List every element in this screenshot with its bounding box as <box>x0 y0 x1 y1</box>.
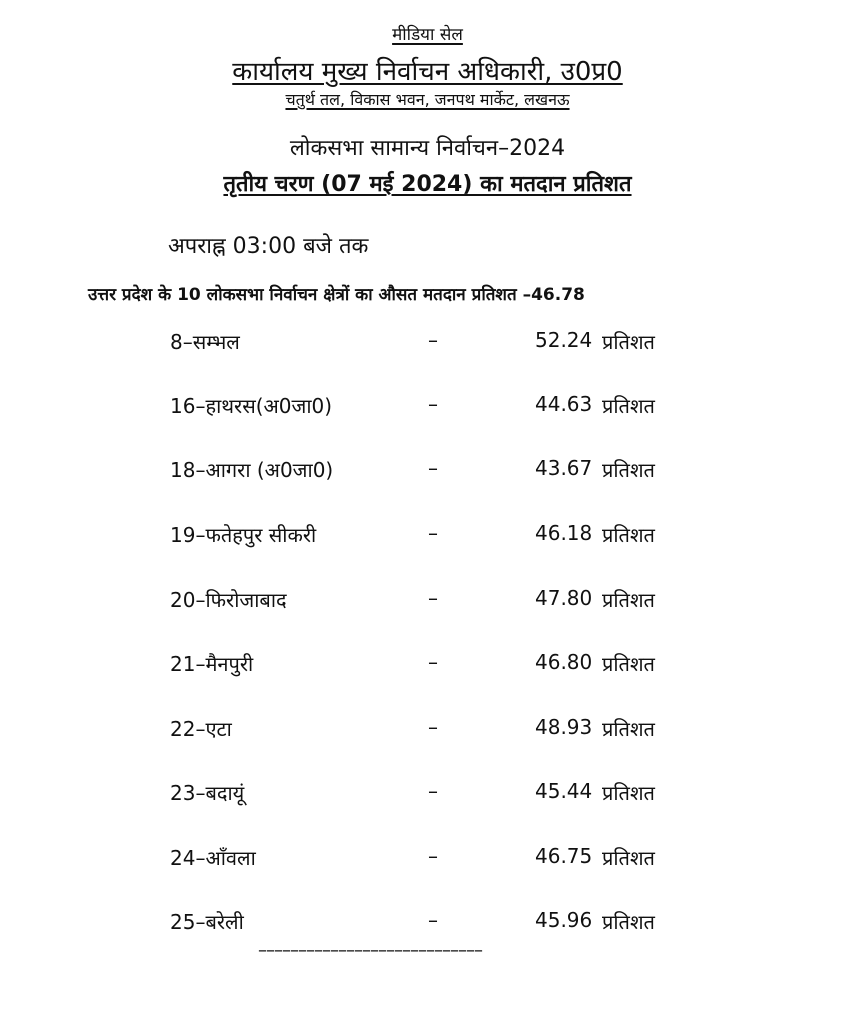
separator-dash: – <box>428 844 438 868</box>
constituency-row <box>0 521 855 561</box>
office-address-text: चतुर्थ तल, विकास भवन, जनपथ मार्केट, लखनऊ <box>285 90 570 109</box>
percent-unit: प्रतिशत <box>602 910 655 934</box>
phase-title-text: तृतीय चरण (07 मई 2024) का मतदान प्रतिशत <box>223 172 632 197</box>
media-cell-heading <box>0 22 855 45</box>
percent-unit: प्रतिशत <box>602 846 655 870</box>
separator-dash: – <box>428 521 438 545</box>
turnout-percent: 45.44 <box>535 779 593 803</box>
constituency-row <box>0 586 855 626</box>
phase-title <box>0 168 855 198</box>
turnout-percent: 43.67 <box>535 456 593 480</box>
separator-dash: – <box>428 908 438 932</box>
constituency-row <box>0 392 855 432</box>
percent-unit: प्रतिशत <box>602 781 655 805</box>
election-title-text: लोकसभा सामान्य निर्वाचन–2024 <box>289 136 566 161</box>
turnout-percent: 46.75 <box>535 844 593 868</box>
percent-unit: प्रतिशत <box>602 330 655 354</box>
constituency-name: 23–बदायूं <box>170 781 245 805</box>
constituency-name: 19–फतेहपुर सीकरी <box>170 523 317 547</box>
turnout-percent: 46.80 <box>535 650 593 674</box>
state-average-line: उत्तर प्रदेश के 10 लोकसभा निर्वाचन क्षेत्रों का औसत मतदान प्रतिशत –46.78 <box>88 285 585 305</box>
separator-dash: – <box>428 779 438 803</box>
turnout-percent: 45.96 <box>535 908 593 932</box>
separator-dash: – <box>428 650 438 674</box>
constituency-name: 24–आँवला <box>170 846 256 870</box>
percent-unit: प्रतिशत <box>602 394 655 418</box>
percent-unit: प्रतिशत <box>602 717 655 741</box>
separator-dash: – <box>428 715 438 739</box>
constituency-name: 25–बरेली <box>170 910 244 934</box>
media-cell-text: मीडिया सेल <box>392 25 463 45</box>
constituency-name: 22–एटा <box>170 717 232 741</box>
percent-unit: प्रतिशत <box>602 652 655 676</box>
constituency-name: 18–आगरा (अ0जा0) <box>170 458 334 482</box>
turnout-percent: 44.63 <box>535 392 593 416</box>
time-label: अपराह्न 03:00 बजे तक <box>168 234 369 259</box>
percent-unit: प्रतिशत <box>602 588 655 612</box>
turnout-percent: 52.24 <box>535 328 593 352</box>
constituency-name: 21–मैनपुरी <box>170 652 254 676</box>
turnout-percent: 46.18 <box>535 521 593 545</box>
constituency-row <box>0 715 855 755</box>
constituency-name: 8–सम्भल <box>170 330 240 354</box>
percent-unit: प्रतिशत <box>602 523 655 547</box>
separator-dash: – <box>428 328 438 352</box>
office-name-heading <box>0 52 855 88</box>
office-address-line <box>0 88 855 110</box>
turnout-percent: 48.93 <box>535 715 593 739</box>
constituency-row <box>0 779 855 819</box>
constituency-row <box>0 844 855 884</box>
election-title <box>0 132 855 162</box>
constituency-row <box>0 456 855 496</box>
footer-dashed-rule: –––––––––––––––––––––––––––– <box>258 940 482 961</box>
separator-dash: – <box>428 586 438 610</box>
constituency-row <box>0 650 855 690</box>
office-name-text: कार्यालय मुख्य निर्वाचन अधिकारी, उ0प्र0 <box>232 57 623 87</box>
separator-dash: – <box>428 392 438 416</box>
constituency-name: 20–फिरोजाबाद <box>170 588 287 612</box>
percent-unit: प्रतिशत <box>602 458 655 482</box>
constituency-name: 16–हाथरस(अ0जा0) <box>170 394 333 418</box>
separator-dash: – <box>428 456 438 480</box>
turnout-percent: 47.80 <box>535 586 593 610</box>
constituency-row <box>0 328 855 368</box>
